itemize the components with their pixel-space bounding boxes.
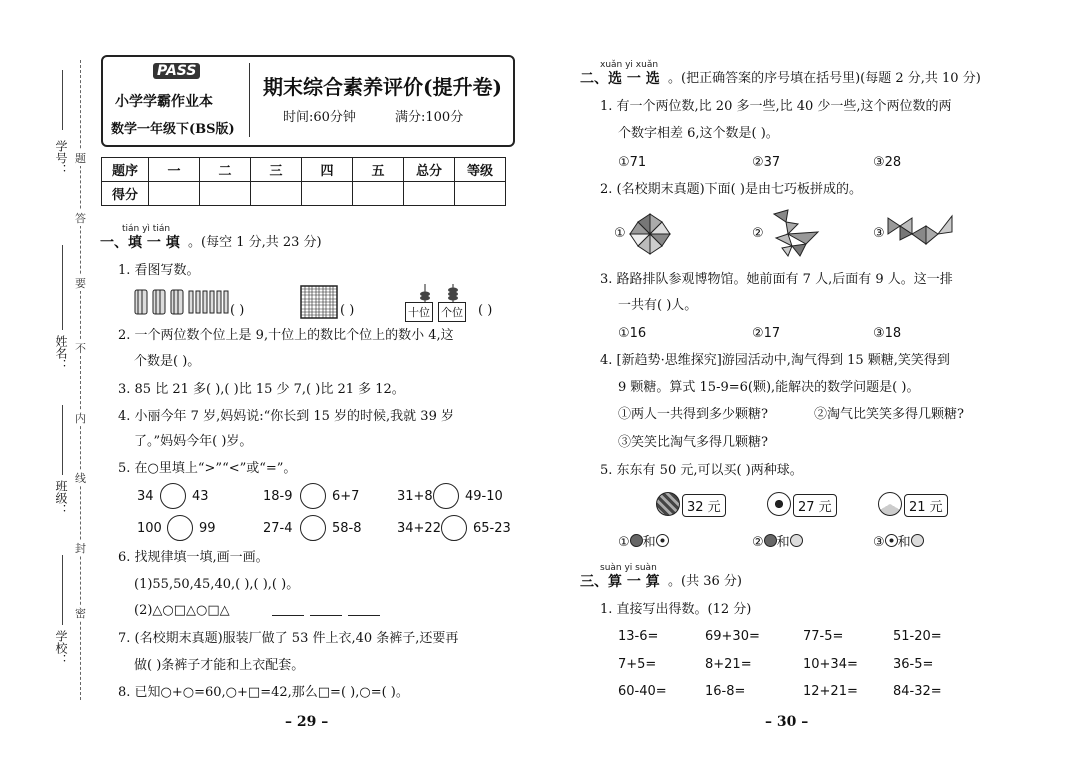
q7-text: 7. (名校期末真题)服装厂做了 53 件上衣,40 条裤子,还要再 <box>118 631 459 646</box>
volleyball-icon <box>790 534 803 547</box>
q1-text: 1. 看图写数。 <box>118 263 200 278</box>
section2-pinyin: xuǎn yi xuǎn <box>600 60 659 70</box>
r-q5-option[interactable] <box>873 534 924 549</box>
student-id-label: 学号： <box>54 140 68 176</box>
r-q2-option[interactable]: ① <box>614 226 626 241</box>
and-text: 和 <box>776 535 790 550</box>
calc-item[interactable]: 10+34= <box>803 657 858 672</box>
r-q2-option[interactable]: ③ <box>873 226 885 241</box>
calc-item[interactable]: 69+30= <box>705 629 760 644</box>
edition-name: 数学一年级下(BS版) <box>111 122 235 137</box>
calc-item[interactable]: 13-6= <box>618 629 659 644</box>
q2-text-cont: 个数是( )。 <box>134 354 201 369</box>
r-q3-option[interactable]: ①16 <box>618 326 647 341</box>
section3-title: 三、算 一 算 <box>580 574 660 590</box>
r-q5-option[interactable] <box>752 534 803 549</box>
score-table-header: 二 <box>200 158 251 182</box>
compare-left: 34+22 <box>397 521 441 536</box>
calc-item[interactable]: 51-20= <box>893 629 942 644</box>
score-cell[interactable] <box>353 182 404 206</box>
r-q4-option[interactable]: ①两人一共得到多少颗糖? <box>618 407 768 422</box>
compare-right: 43 <box>192 489 209 504</box>
seal-char: 密 <box>75 607 86 620</box>
soccer-ball-icon <box>656 534 669 547</box>
score-cell[interactable] <box>455 182 506 206</box>
class-label: 班级： <box>54 480 68 516</box>
compare-left: 18-9 <box>263 489 293 504</box>
section1-note: 。(每空 1 分,共 23 分) <box>188 235 322 250</box>
q5-text: 5. 在○里填上“>”“<”或“=”。 <box>118 461 297 476</box>
pattern-blank[interactable] <box>348 615 380 616</box>
compare-left: 34 <box>137 489 154 504</box>
option-label: ② <box>752 535 764 550</box>
section1-pinyin: tián yì tián <box>122 224 171 234</box>
pattern-blank[interactable] <box>310 615 342 616</box>
q1-answer-2[interactable]: ( ) <box>340 303 355 318</box>
binding-line <box>62 405 63 475</box>
calc-item[interactable]: 16-8= <box>705 684 746 699</box>
r-q5-option[interactable] <box>618 534 669 549</box>
compare-circle[interactable] <box>300 483 326 509</box>
r-q3-option[interactable]: ③18 <box>873 326 902 341</box>
compare-left: 100 <box>137 521 162 536</box>
option-label: ① <box>618 535 630 550</box>
seal-char: 内 <box>75 412 86 425</box>
score-table-header: 四 <box>302 158 353 182</box>
calc-item[interactable]: 36-5= <box>893 657 934 672</box>
volleyball-icon <box>878 492 902 516</box>
series-name: 小学学霸作业本 <box>115 94 213 110</box>
compare-left: 27-4 <box>263 521 293 536</box>
section2-note: 。(把正确答案的序号填在括号里)(每题 2 分,共 10 分) <box>668 71 981 86</box>
seal-char: 要 <box>75 277 86 290</box>
seal-char: 线 <box>75 472 86 485</box>
score-table-header: 等级 <box>455 158 506 182</box>
compare-right: 58-8 <box>332 521 362 536</box>
r-q4-text-cont: 9 颗糖。算式 15-9=6(颗),能解决的数学问题是( )。 <box>618 380 920 395</box>
basketball-icon <box>656 492 680 516</box>
swan-picture <box>766 208 824 258</box>
compare-circle[interactable] <box>167 515 193 541</box>
exam-title: 期末综合素养评价(提升卷) <box>263 75 502 99</box>
section3-note: 。(共 36 分) <box>668 574 742 589</box>
option-label: ③ <box>873 535 885 550</box>
r-q2-option[interactable]: ② <box>752 226 764 241</box>
score-table-header: 总分 <box>404 158 455 182</box>
pass-logo: PASS <box>153 63 200 79</box>
calc-item[interactable]: 84-32= <box>893 684 942 699</box>
compare-circle[interactable] <box>300 515 326 541</box>
calc-item[interactable]: 60-40= <box>618 684 667 699</box>
r-q1-text: 1. 有一个两位数,比 20 多一些,比 40 少一些,这个两位数的两 <box>600 99 952 114</box>
pattern-blank[interactable] <box>272 615 304 616</box>
seal-char: 不 <box>75 342 86 355</box>
soccer-ball-price: 27 元 <box>793 494 837 517</box>
q1-answer-3[interactable]: ( ) <box>478 303 493 318</box>
score-cell[interactable] <box>251 182 302 206</box>
score-cell[interactable] <box>200 182 251 206</box>
r-q3-text: 3. 路路排队参观博物馆。她前面有 7 人,后面有 9 人。这一排 <box>600 272 953 287</box>
score-table <box>101 157 506 206</box>
seal-char: 封 <box>75 542 86 555</box>
q2-text: 2. 一个两位数个位上是 9,十位上的数比个位上的数小 4,这 <box>118 328 454 343</box>
volleyball-icon <box>911 534 924 547</box>
r-q4-option[interactable]: ②淘气比笑笑多得几颗糖? <box>814 407 964 422</box>
r-q4-option[interactable]: ③笑笑比淘气多得几颗糖? <box>618 435 768 450</box>
header-divider <box>249 63 250 137</box>
r-q1-option[interactable]: ③28 <box>873 155 902 170</box>
zigzag-picture <box>886 212 956 254</box>
abacus-picture <box>405 284 473 302</box>
pinwheel-picture <box>628 212 672 256</box>
q3-text: 3. 85 比 21 多( ),( )比 15 少 7,( )比 21 多 12。 <box>118 382 405 397</box>
page-number-right: – 30 – <box>765 714 809 730</box>
score-row-label: 得分 <box>102 182 149 206</box>
s3-q1-text: 1. 直接写出得数。(12 分) <box>600 602 752 617</box>
score-cell[interactable] <box>302 182 353 206</box>
q6-part1: (1)55,50,45,40,( ),( ),( )。 <box>134 577 300 592</box>
compare-right: 49-10 <box>465 489 503 504</box>
compare-right: 99 <box>199 521 216 536</box>
r-q1-option[interactable]: ②37 <box>752 155 781 170</box>
compare-right: 6+7 <box>332 489 360 504</box>
compare-right: 65-23 <box>473 521 511 536</box>
name-label: 姓名： <box>54 335 68 371</box>
r-q3-option[interactable]: ②17 <box>752 326 781 341</box>
binding-line <box>62 70 63 130</box>
page-number-left: – 29 – <box>285 714 329 730</box>
section2-title: 二、选 一 选 <box>580 71 660 87</box>
q1-answer-1[interactable]: ( ) <box>230 303 245 318</box>
q7-text-cont: 做( )条裤子才能和上衣配套。 <box>134 658 305 673</box>
r-q5-text: 5. 东东有 50 元,可以买( )两种球。 <box>600 463 803 478</box>
and-text: 和 <box>897 535 911 550</box>
q8-text: 8. 已知○+○=60,○+□=42,那么□=( ),○=( )。 <box>118 685 409 700</box>
q6-part2: (2)△○□△○□△ <box>134 603 230 618</box>
q4-text: 4. 小丽今年 7 岁,妈妈说:“你长到 15 岁的时候,我就 39 岁 <box>118 409 454 424</box>
ones-place-label: 个位 <box>438 302 466 322</box>
score-table-header: 题序 <box>102 158 149 182</box>
soccer-ball-icon <box>885 534 898 547</box>
r-q4-text: 4. [新趋势·思维探究]游园活动中,淘气得到 15 颗糖,笑笑得到 <box>600 353 950 368</box>
calc-item[interactable]: 8+21= <box>705 657 752 672</box>
seal-char: 答 <box>75 212 86 225</box>
section3-pinyin: suàn yi suàn <box>600 563 657 573</box>
and-text: 和 <box>642 535 656 550</box>
r-q3-text-cont: 一共有( )人。 <box>618 298 698 313</box>
exam-header <box>101 55 515 147</box>
exam-full-score: 满分:100分 <box>395 110 464 125</box>
r-q1-option[interactable]: ①71 <box>618 155 647 170</box>
school-label: 学校： <box>54 630 68 666</box>
calc-item[interactable]: 12+21= <box>803 684 858 699</box>
r-q2-text: 2. (名校期末真题)下面( )是由七巧板拼成的。 <box>600 182 862 197</box>
compare-circle[interactable] <box>433 483 459 509</box>
q6-text: 6. 找规律填一填,画一画。 <box>118 550 269 565</box>
tens-place-label: 十位 <box>405 302 433 322</box>
q4-text-cont: 了。”妈妈今年( )岁。 <box>134 434 253 449</box>
binding-line <box>62 245 63 330</box>
compare-circle[interactable] <box>441 515 467 541</box>
score-cell[interactable] <box>404 182 455 206</box>
soccer-ball-icon <box>767 492 791 516</box>
exam-time: 时间:60分钟 <box>283 110 356 125</box>
compare-circle[interactable] <box>160 483 186 509</box>
section1-title: 一、填 一 填 <box>100 235 180 251</box>
volleyball-price: 21 元 <box>904 494 948 517</box>
binding-line <box>62 555 63 625</box>
score-cell[interactable] <box>149 182 200 206</box>
basketball-icon <box>764 534 777 547</box>
r-q1-text-cont: 个数字相差 6,这个数是( )。 <box>618 126 779 141</box>
calc-item[interactable]: 7+5= <box>618 657 657 672</box>
score-table-header: 一 <box>149 158 200 182</box>
compare-left: 31+8 <box>397 489 433 504</box>
score-table-header: 三 <box>251 158 302 182</box>
hundred-grid-picture <box>300 285 338 319</box>
basketball-icon <box>630 534 643 547</box>
calc-item[interactable]: 77-5= <box>803 629 844 644</box>
basketball-price: 32 元 <box>682 494 726 517</box>
score-table-header: 五 <box>353 158 404 182</box>
seal-char: 题 <box>75 152 86 165</box>
